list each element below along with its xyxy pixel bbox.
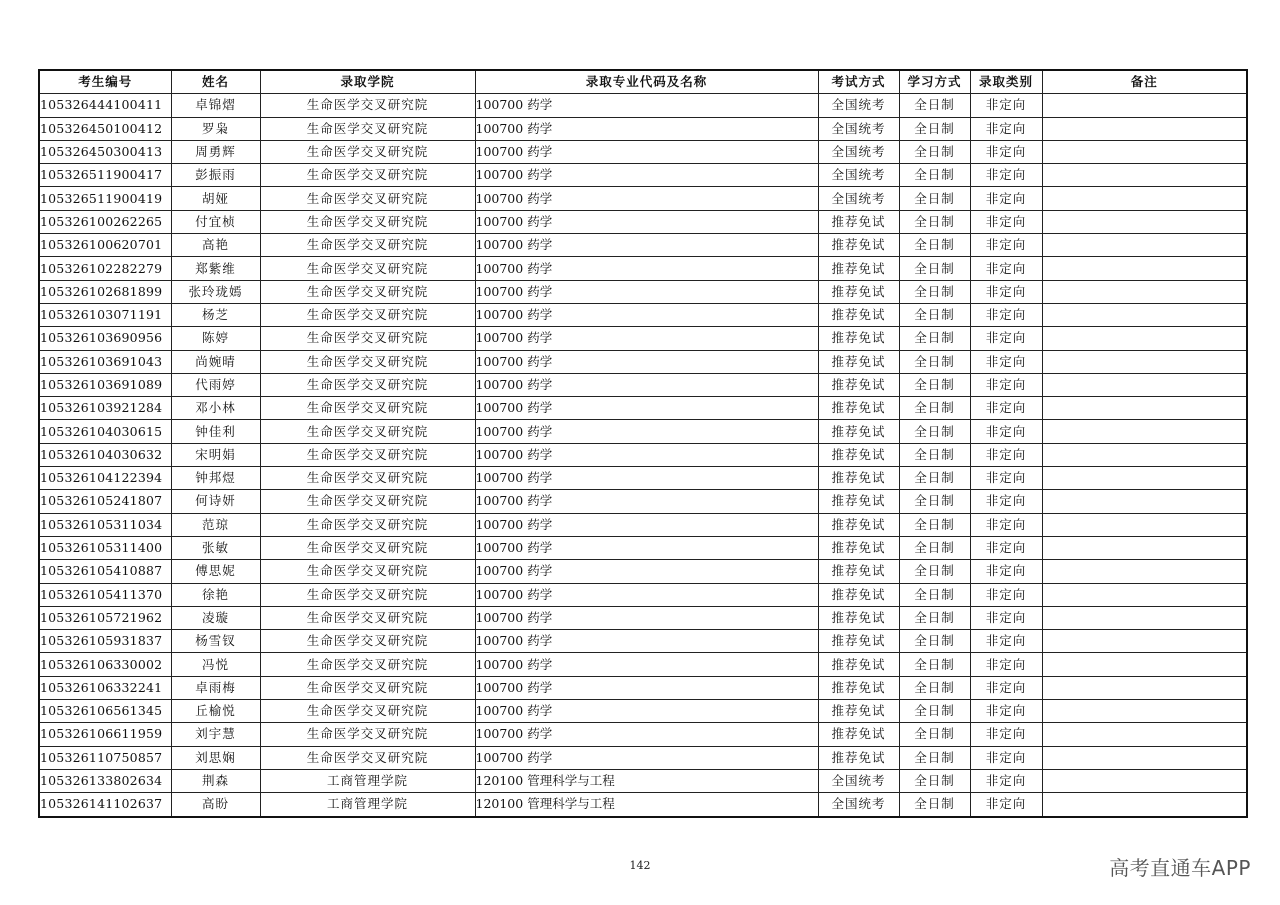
- remarks-cell: [1042, 443, 1247, 466]
- table-row: [39, 350, 1247, 373]
- remarks-cell: [1042, 280, 1247, 303]
- study-mode-cell: 全日制: [899, 490, 970, 513]
- college-cell: 生命医学交叉研究院: [260, 536, 475, 559]
- remarks-cell: [1042, 420, 1247, 443]
- table-row: [39, 187, 1247, 210]
- major-cell: 100700 药学: [475, 700, 818, 723]
- name-cell: 张玲珑嫣: [171, 280, 260, 303]
- major-cell: 100700 药学: [475, 187, 818, 210]
- table-row: [39, 280, 1247, 303]
- college-cell: 生命医学交叉研究院: [260, 583, 475, 606]
- admission-type-cell: 非定向: [970, 630, 1042, 653]
- major-cell: 100700 药学: [475, 164, 818, 187]
- name-cell: 罗枭: [171, 117, 260, 140]
- name-cell: 徐艳: [171, 583, 260, 606]
- exam-mode-cell: 全国统考: [818, 164, 899, 187]
- major-cell: 100700 药学: [475, 117, 818, 140]
- table-row: [39, 467, 1247, 490]
- candidate-id-cell: 105326104122394: [39, 467, 171, 490]
- exam-mode-cell: 推荐免试: [818, 467, 899, 490]
- exam-mode-cell: 推荐免试: [818, 443, 899, 466]
- major-cell: 100700 药学: [475, 234, 818, 257]
- college-cell: 生命医学交叉研究院: [260, 303, 475, 326]
- college-cell: 生命医学交叉研究院: [260, 373, 475, 396]
- admission-type-cell: 非定向: [970, 373, 1042, 396]
- remarks-cell: [1042, 210, 1247, 233]
- remarks-cell: [1042, 234, 1247, 257]
- candidate-id-cell: 105326511900419: [39, 187, 171, 210]
- name-cell: 卓锦熠: [171, 94, 260, 117]
- remarks-cell: [1042, 769, 1247, 792]
- major-cell: 100700 药学: [475, 583, 818, 606]
- candidate-id-cell: 105326106332241: [39, 676, 171, 699]
- major-cell: 120100 管理科学与工程: [475, 793, 818, 817]
- admission-list-sheet: [38, 69, 1246, 818]
- college-cell: 生命医学交叉研究院: [260, 723, 475, 746]
- admission-type-cell: 非定向: [970, 187, 1042, 210]
- college-cell: 生命医学交叉研究院: [260, 490, 475, 513]
- remarks-cell: [1042, 676, 1247, 699]
- study-mode-cell: 全日制: [899, 513, 970, 536]
- remarks-cell: [1042, 397, 1247, 420]
- table-row: [39, 746, 1247, 769]
- name-cell: 郑紫维: [171, 257, 260, 280]
- admission-type-cell: 非定向: [970, 513, 1042, 536]
- major-cell: 100700 药学: [475, 513, 818, 536]
- candidate-id-cell: 105326133802634: [39, 769, 171, 792]
- admission-type-cell: 非定向: [970, 490, 1042, 513]
- exam-mode-cell: 推荐免试: [818, 513, 899, 536]
- exam-mode-cell: 推荐免试: [818, 583, 899, 606]
- exam-mode-cell: 推荐免试: [818, 676, 899, 699]
- remarks-cell: [1042, 187, 1247, 210]
- admission-type-cell: 非定向: [970, 443, 1042, 466]
- exam-mode-cell: 全国统考: [818, 117, 899, 140]
- study-mode-cell: 全日制: [899, 700, 970, 723]
- college-cell: 生命医学交叉研究院: [260, 630, 475, 653]
- table-row: [39, 257, 1247, 280]
- name-cell: 周勇辉: [171, 140, 260, 163]
- table-row: [39, 210, 1247, 233]
- college-cell: 生命医学交叉研究院: [260, 117, 475, 140]
- admission-type-cell: 非定向: [970, 769, 1042, 792]
- college-cell: 生命医学交叉研究院: [260, 560, 475, 583]
- major-cell: 100700 药学: [475, 350, 818, 373]
- candidate-id-cell: 105326103071191: [39, 303, 171, 326]
- study-mode-cell: 全日制: [899, 210, 970, 233]
- college-cell: 生命医学交叉研究院: [260, 397, 475, 420]
- name-cell: 陈婷: [171, 327, 260, 350]
- admission-type-cell: 非定向: [970, 700, 1042, 723]
- name-cell: 邓小林: [171, 397, 260, 420]
- table-row: [39, 94, 1247, 117]
- college-cell: 生命医学交叉研究院: [260, 513, 475, 536]
- exam-mode-cell: 推荐免试: [818, 536, 899, 559]
- name-cell: 彭振雨: [171, 164, 260, 187]
- study-mode-cell: 全日制: [899, 536, 970, 559]
- major-cell: 100700 药学: [475, 210, 818, 233]
- table-row: [39, 793, 1247, 817]
- study-mode-cell: 全日制: [899, 234, 970, 257]
- college-cell: 工商管理学院: [260, 793, 475, 817]
- name-cell: 冯悦: [171, 653, 260, 676]
- remarks-cell: [1042, 560, 1247, 583]
- watermark: 高考直通车APP: [1109, 856, 1251, 880]
- header-study-mode: 学习方式: [899, 70, 970, 94]
- table-row: [39, 117, 1247, 140]
- name-cell: 高艳: [171, 234, 260, 257]
- name-cell: 刘思娴: [171, 746, 260, 769]
- table-row: [39, 700, 1247, 723]
- candidate-id-cell: 105326103921284: [39, 397, 171, 420]
- major-cell: 120100 管理科学与工程: [475, 769, 818, 792]
- college-cell: 生命医学交叉研究院: [260, 327, 475, 350]
- study-mode-cell: 全日制: [899, 420, 970, 443]
- name-cell: 胡娅: [171, 187, 260, 210]
- remarks-cell: [1042, 630, 1247, 653]
- study-mode-cell: 全日制: [899, 560, 970, 583]
- name-cell: 高盼: [171, 793, 260, 817]
- study-mode-cell: 全日制: [899, 303, 970, 326]
- major-cell: 100700 药学: [475, 303, 818, 326]
- study-mode-cell: 全日制: [899, 723, 970, 746]
- study-mode-cell: 全日制: [899, 397, 970, 420]
- admission-type-cell: 非定向: [970, 350, 1042, 373]
- admission-type-cell: 非定向: [970, 210, 1042, 233]
- admission-type-cell: 非定向: [970, 397, 1042, 420]
- admission-type-cell: 非定向: [970, 467, 1042, 490]
- major-cell: 100700 药学: [475, 140, 818, 163]
- study-mode-cell: 全日制: [899, 373, 970, 396]
- admission-type-cell: 非定向: [970, 164, 1042, 187]
- study-mode-cell: 全日制: [899, 653, 970, 676]
- study-mode-cell: 全日制: [899, 257, 970, 280]
- remarks-cell: [1042, 513, 1247, 536]
- table-row: [39, 303, 1247, 326]
- remarks-cell: [1042, 583, 1247, 606]
- study-mode-cell: 全日制: [899, 327, 970, 350]
- candidate-id-cell: 105326105931837: [39, 630, 171, 653]
- major-cell: 100700 药学: [475, 443, 818, 466]
- major-cell: 100700 药学: [475, 630, 818, 653]
- exam-mode-cell: 推荐免试: [818, 723, 899, 746]
- college-cell: 工商管理学院: [260, 769, 475, 792]
- name-cell: 宋明娟: [171, 443, 260, 466]
- admission-type-cell: 非定向: [970, 560, 1042, 583]
- name-cell: 荆森: [171, 769, 260, 792]
- table-row: [39, 630, 1247, 653]
- remarks-cell: [1042, 257, 1247, 280]
- header-college: 录取学院: [260, 70, 475, 94]
- study-mode-cell: 全日制: [899, 94, 970, 117]
- table-row: [39, 653, 1247, 676]
- remarks-cell: [1042, 140, 1247, 163]
- table-row: [39, 723, 1247, 746]
- name-cell: 钟邦煜: [171, 467, 260, 490]
- admission-type-cell: 非定向: [970, 420, 1042, 443]
- study-mode-cell: 全日制: [899, 583, 970, 606]
- name-cell: 卓雨梅: [171, 676, 260, 699]
- candidate-id-cell: 105326110750857: [39, 746, 171, 769]
- candidate-id-cell: 105326141102637: [39, 793, 171, 817]
- major-cell: 100700 药学: [475, 280, 818, 303]
- college-cell: 生命医学交叉研究院: [260, 257, 475, 280]
- name-cell: 丘榆悦: [171, 700, 260, 723]
- name-cell: 刘宇慧: [171, 723, 260, 746]
- admission-type-cell: 非定向: [970, 280, 1042, 303]
- candidate-id-cell: 105326103691089: [39, 373, 171, 396]
- college-cell: 生命医学交叉研究院: [260, 467, 475, 490]
- major-cell: 100700 药学: [475, 94, 818, 117]
- study-mode-cell: 全日制: [899, 467, 970, 490]
- study-mode-cell: 全日制: [899, 187, 970, 210]
- study-mode-cell: 全日制: [899, 117, 970, 140]
- table-row: [39, 676, 1247, 699]
- candidate-id-cell: 105326105721962: [39, 606, 171, 629]
- college-cell: 生命医学交叉研究院: [260, 164, 475, 187]
- remarks-cell: [1042, 303, 1247, 326]
- remarks-cell: [1042, 490, 1247, 513]
- exam-mode-cell: 推荐免试: [818, 210, 899, 233]
- name-cell: 范琼: [171, 513, 260, 536]
- candidate-id-cell: 105326105411370: [39, 583, 171, 606]
- exam-mode-cell: 推荐免试: [818, 350, 899, 373]
- exam-mode-cell: 推荐免试: [818, 606, 899, 629]
- candidate-id-cell: 105326105410887: [39, 560, 171, 583]
- study-mode-cell: 全日制: [899, 630, 970, 653]
- table-row: [39, 606, 1247, 629]
- candidate-id-cell: 105326106561345: [39, 700, 171, 723]
- major-cell: 100700 药学: [475, 420, 818, 443]
- header-admission-type: 录取类别: [970, 70, 1042, 94]
- major-cell: 100700 药学: [475, 676, 818, 699]
- admission-type-cell: 非定向: [970, 303, 1042, 326]
- candidate-id-cell: 105326106611959: [39, 723, 171, 746]
- major-cell: 100700 药学: [475, 746, 818, 769]
- college-cell: 生命医学交叉研究院: [260, 210, 475, 233]
- table-row: [39, 583, 1247, 606]
- candidate-id-cell: 105326102681899: [39, 280, 171, 303]
- remarks-cell: [1042, 94, 1247, 117]
- major-cell: 100700 药学: [475, 257, 818, 280]
- study-mode-cell: 全日制: [899, 606, 970, 629]
- exam-mode-cell: 推荐免试: [818, 397, 899, 420]
- name-cell: 杨芝: [171, 303, 260, 326]
- major-cell: 100700 药学: [475, 373, 818, 396]
- candidate-id-cell: 105326100620701: [39, 234, 171, 257]
- candidate-id-cell: 105326105311034: [39, 513, 171, 536]
- study-mode-cell: 全日制: [899, 140, 970, 163]
- college-cell: 生命医学交叉研究院: [260, 280, 475, 303]
- candidate-id-cell: 105326105241807: [39, 490, 171, 513]
- college-cell: 生命医学交叉研究院: [260, 187, 475, 210]
- exam-mode-cell: 推荐免试: [818, 560, 899, 583]
- name-cell: 张敏: [171, 536, 260, 559]
- remarks-cell: [1042, 746, 1247, 769]
- study-mode-cell: 全日制: [899, 769, 970, 792]
- admission-table: [38, 69, 1248, 818]
- header-name: 姓名: [171, 70, 260, 94]
- college-cell: 生命医学交叉研究院: [260, 606, 475, 629]
- exam-mode-cell: 全国统考: [818, 793, 899, 817]
- admission-type-cell: 非定向: [970, 257, 1042, 280]
- college-cell: 生命医学交叉研究院: [260, 420, 475, 443]
- remarks-cell: [1042, 327, 1247, 350]
- study-mode-cell: 全日制: [899, 350, 970, 373]
- remarks-cell: [1042, 117, 1247, 140]
- major-cell: 100700 药学: [475, 653, 818, 676]
- remarks-cell: [1042, 467, 1247, 490]
- major-cell: 100700 药学: [475, 560, 818, 583]
- header-exam-mode: 考试方式: [818, 70, 899, 94]
- admission-type-cell: 非定向: [970, 536, 1042, 559]
- exam-mode-cell: 推荐免试: [818, 490, 899, 513]
- college-cell: 生命医学交叉研究院: [260, 234, 475, 257]
- exam-mode-cell: 推荐免试: [818, 280, 899, 303]
- admission-type-cell: 非定向: [970, 327, 1042, 350]
- exam-mode-cell: 全国统考: [818, 769, 899, 792]
- remarks-cell: [1042, 653, 1247, 676]
- exam-mode-cell: 推荐免试: [818, 327, 899, 350]
- remarks-cell: [1042, 793, 1247, 817]
- name-cell: 尚婉晴: [171, 350, 260, 373]
- admission-type-cell: 非定向: [970, 676, 1042, 699]
- table-row: [39, 513, 1247, 536]
- candidate-id-cell: 105326450300413: [39, 140, 171, 163]
- remarks-cell: [1042, 164, 1247, 187]
- table-row: [39, 536, 1247, 559]
- remarks-cell: [1042, 350, 1247, 373]
- table-row: [39, 140, 1247, 163]
- candidate-id-cell: 105326100262265: [39, 210, 171, 233]
- remarks-cell: [1042, 536, 1247, 559]
- study-mode-cell: 全日制: [899, 164, 970, 187]
- exam-mode-cell: 推荐免试: [818, 373, 899, 396]
- exam-mode-cell: 推荐免试: [818, 420, 899, 443]
- major-cell: 100700 药学: [475, 723, 818, 746]
- candidate-id-cell: 105326444100411: [39, 94, 171, 117]
- admission-type-cell: 非定向: [970, 583, 1042, 606]
- exam-mode-cell: 推荐免试: [818, 630, 899, 653]
- name-cell: 代雨婷: [171, 373, 260, 396]
- name-cell: 付宜桢: [171, 210, 260, 233]
- major-cell: 100700 药学: [475, 467, 818, 490]
- table-row: [39, 397, 1247, 420]
- table-row: [39, 373, 1247, 396]
- study-mode-cell: 全日制: [899, 676, 970, 699]
- candidate-id-cell: 105326105311400: [39, 536, 171, 559]
- major-cell: 100700 药学: [475, 327, 818, 350]
- candidate-id-cell: 105326103690956: [39, 327, 171, 350]
- exam-mode-cell: 推荐免试: [818, 257, 899, 280]
- exam-mode-cell: 推荐免试: [818, 234, 899, 257]
- candidate-id-cell: 105326103691043: [39, 350, 171, 373]
- exam-mode-cell: 全国统考: [818, 187, 899, 210]
- exam-mode-cell: 推荐免试: [818, 700, 899, 723]
- name-cell: 凌璇: [171, 606, 260, 629]
- table-row: [39, 420, 1247, 443]
- admission-type-cell: 非定向: [970, 117, 1042, 140]
- admission-type-cell: 非定向: [970, 723, 1042, 746]
- remarks-cell: [1042, 723, 1247, 746]
- table-row: [39, 443, 1247, 466]
- admission-type-cell: 非定向: [970, 234, 1042, 257]
- major-cell: 100700 药学: [475, 606, 818, 629]
- name-cell: 何诗妍: [171, 490, 260, 513]
- candidate-id-cell: 105326104030632: [39, 443, 171, 466]
- major-cell: 100700 药学: [475, 397, 818, 420]
- college-cell: 生命医学交叉研究院: [260, 94, 475, 117]
- header-major: 录取专业代码及名称: [475, 70, 818, 94]
- major-cell: 100700 药学: [475, 490, 818, 513]
- exam-mode-cell: 推荐免试: [818, 653, 899, 676]
- table-row: [39, 490, 1247, 513]
- exam-mode-cell: 推荐免试: [818, 746, 899, 769]
- table-row: [39, 769, 1247, 792]
- college-cell: 生命医学交叉研究院: [260, 140, 475, 163]
- exam-mode-cell: 全国统考: [818, 140, 899, 163]
- college-cell: 生命医学交叉研究院: [260, 350, 475, 373]
- admission-type-cell: 非定向: [970, 746, 1042, 769]
- major-cell: 100700 药学: [475, 536, 818, 559]
- name-cell: 杨雪钗: [171, 630, 260, 653]
- study-mode-cell: 全日制: [899, 443, 970, 466]
- remarks-cell: [1042, 700, 1247, 723]
- name-cell: 傅思妮: [171, 560, 260, 583]
- exam-mode-cell: 推荐免试: [818, 303, 899, 326]
- college-cell: 生命医学交叉研究院: [260, 653, 475, 676]
- header-remarks: 备注: [1042, 70, 1247, 94]
- college-cell: 生命医学交叉研究院: [260, 746, 475, 769]
- admission-type-cell: 非定向: [970, 140, 1042, 163]
- name-cell: 钟佳利: [171, 420, 260, 443]
- candidate-id-cell: 105326104030615: [39, 420, 171, 443]
- candidate-id-cell: 105326450100412: [39, 117, 171, 140]
- table-body: [39, 94, 1247, 817]
- study-mode-cell: 全日制: [899, 746, 970, 769]
- candidate-id-cell: 105326511900417: [39, 164, 171, 187]
- admission-type-cell: 非定向: [970, 94, 1042, 117]
- table-row: [39, 164, 1247, 187]
- admission-type-cell: 非定向: [970, 606, 1042, 629]
- study-mode-cell: 全日制: [899, 280, 970, 303]
- table-row: [39, 560, 1247, 583]
- page-number: 142: [629, 859, 651, 872]
- remarks-cell: [1042, 373, 1247, 396]
- college-cell: 生命医学交叉研究院: [260, 443, 475, 466]
- table-row: [39, 327, 1247, 350]
- table-row: [39, 234, 1247, 257]
- remarks-cell: [1042, 606, 1247, 629]
- study-mode-cell: 全日制: [899, 793, 970, 817]
- admission-type-cell: 非定向: [970, 653, 1042, 676]
- admission-type-cell: 非定向: [970, 793, 1042, 817]
- college-cell: 生命医学交叉研究院: [260, 700, 475, 723]
- candidate-id-cell: 105326102282279: [39, 257, 171, 280]
- candidate-id-cell: 105326106330002: [39, 653, 171, 676]
- header-candidate-id: 考生编号: [39, 70, 171, 94]
- college-cell: 生命医学交叉研究院: [260, 676, 475, 699]
- exam-mode-cell: 全国统考: [818, 94, 899, 117]
- table-header-row: [39, 70, 1247, 94]
